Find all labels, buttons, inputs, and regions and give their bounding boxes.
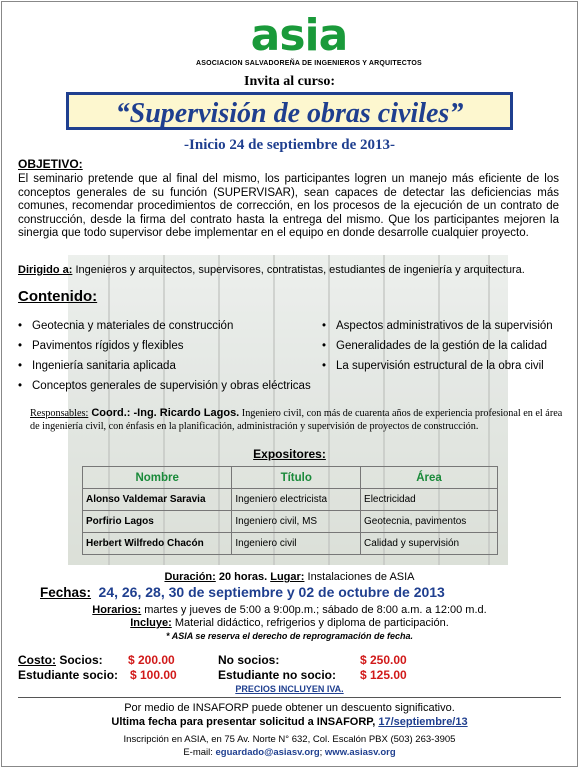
responsables-text: Ingeniero civil, con más de cuarenta años de experiencia profesional en el área de ingeniería civil, con énfasis en la planificación, administración y supervisión de proyectos de construcción.: [30, 408, 563, 432]
no-socios-price: $ 250.00: [360, 653, 407, 667]
insaforp-deadline: [0, 716, 579, 728]
cell-area: Calidad y supervisión: [361, 533, 498, 555]
estudiante-no-socio-price: $ 125.00: [360, 668, 407, 682]
logo-subtitle: ASOCIACION SALVADOREÑA DE INGENIEROS Y ARQUITECTOS: [196, 60, 422, 67]
deadline-date: 17/septiembre/13: [378, 716, 468, 728]
column-header-nombre: Nombre: [83, 467, 232, 489]
dirigido-label: Dirigido a:: [18, 264, 73, 276]
cell-nombre: Herbert Wilfredo Chacón: [83, 533, 232, 555]
cell-area: Electricidad: [361, 489, 498, 511]
responsables-label: Responsables:: [30, 408, 89, 419]
cell-nombre: Porfirio Lagos: [83, 511, 232, 533]
estudiante-socio-price: $ 100.00: [130, 668, 177, 682]
lugar-value: Instalaciones de ASIA: [304, 571, 415, 583]
incluye-label: Incluye:: [130, 617, 172, 629]
horarios-line: [0, 604, 579, 617]
table-row: [83, 533, 498, 555]
objetivo-heading: OBJETIVO:: [18, 157, 83, 171]
contact-separator: ;: [319, 747, 325, 758]
column-header-titulo: Título: [232, 467, 361, 489]
expositores-table: [82, 466, 498, 555]
fechas-label: Fechas:: [40, 585, 92, 600]
list-item: • Aspectos administrativos de la supervisión: [322, 318, 553, 338]
objetivo-text: El seminario pretende que al final del mismo, los participantes logren un manejo más eficiente de los conceptos generales de su función (SUPERVISAR), sean capaces de detectar las deficiencias más comunes, recomendar procedimientos de corrección, en los procesos de la ejecución de un contrato de construcción, desde la firma del contrato hasta la entrega del mismo. Que los participantes mejoren la sinergia que todo supervisor debe implementar en el equipo en donde desarrolle cualquier proyecto.: [18, 173, 559, 240]
horarios-block: [0, 604, 579, 630]
website-link[interactable]: www.asiasv.org: [324, 747, 396, 758]
cell-area: Geotecnia, pavimentos: [361, 511, 498, 533]
cell-titulo: Ingeniero civil: [232, 533, 361, 555]
cell-titulo: Ingeniero civil, MS: [232, 511, 361, 533]
duracion-line: [0, 571, 579, 583]
email-prefix: E-mail:: [183, 747, 216, 758]
horarios-label: Horarios:: [92, 604, 142, 616]
list-item: • La supervisión estructural de la obra civil: [322, 358, 553, 378]
coordinator-name: Coord.: -Ing. Ricardo Lagos.: [88, 407, 240, 419]
asia-logo: [196, 10, 422, 76]
no-socios-label: No socios:: [218, 653, 280, 667]
incluye-value: Material didáctico, refrigerios y diploma de participación.: [171, 617, 449, 629]
socios-price: $ 200.00: [128, 653, 175, 667]
invita-text: Invita al curso:: [244, 74, 335, 89]
divider: [18, 697, 561, 698]
duracion-value: 20 horas.: [215, 571, 271, 583]
contenido-heading: Contenido:: [18, 288, 98, 305]
list-item: • Generalidades de la gestión de la calidad: [322, 338, 553, 358]
table-row: [83, 511, 498, 533]
column-header-area: Área: [361, 467, 498, 489]
expositores-heading: Expositores:: [253, 447, 326, 461]
estudiante-socio-label: Estudiante socio:: [18, 668, 119, 682]
list-item: • Geotecnia y materiales de construcción: [18, 318, 311, 338]
lugar-label: Lugar:: [270, 571, 305, 583]
contenido-list-left: [18, 318, 311, 398]
table-row: [83, 489, 498, 511]
list-item: • Conceptos generales de supervisión y obras eléctricas: [18, 378, 311, 398]
fechas-line: [40, 584, 445, 600]
reprogramacion-note: * ASIA se reserva el derecho de reprogramación de fecha.: [166, 631, 413, 641]
estudiante-no-socio-label: Estudiante no socio:: [218, 668, 337, 682]
cell-nombre: Alonso Valdemar Saravia: [83, 489, 232, 511]
contenido-list-right: [322, 318, 553, 378]
cell-titulo: Ingeniero electricista: [232, 489, 361, 511]
dirigido-line: [18, 264, 563, 276]
costo-socios: [18, 653, 103, 667]
table-header-row: [83, 467, 498, 489]
duracion-label: Duración:: [164, 571, 216, 583]
insaforp-line: Por medio de INSAFORP puede obtener un descuento significativo.: [124, 702, 455, 714]
costo-label: Costo:: [18, 653, 56, 667]
list-item: • Ingeniería sanitaria aplicada: [18, 358, 311, 378]
email-link[interactable]: eguardado@asiasv.org: [215, 747, 320, 758]
course-title: “Supervisión de obras civiles”: [66, 92, 513, 130]
inscripcion-address: Inscripción en ASIA, en 75 Av. Norte N° 632, Col. Escalón PBX (503) 263-3905: [123, 734, 456, 745]
list-item: • Pavimentos rígidos y flexibles: [18, 338, 311, 358]
incluye-line: [0, 617, 579, 630]
horarios-value: martes y jueves de 5:00 a 9:00p.m.; sábado de 8:00 a.m. a 12:00 m.d.: [141, 604, 487, 616]
fechas-value: 24, 26, 28, 30 de septiembre y 02 de octubre de 2013: [98, 584, 445, 600]
deadline-text: Ultima fecha para presentar solicitud a INSAFORP,: [111, 716, 379, 728]
precios-iva-note: PRECIOS INCLUYEN IVA.: [235, 684, 344, 694]
contact-line: [0, 747, 579, 758]
socios-label: Socios:: [56, 653, 103, 667]
start-date: -Inicio 24 de septiembre de 2013-: [184, 137, 395, 153]
logo-word: asia: [250, 10, 348, 61]
responsables-paragraph: [30, 407, 565, 433]
dirigido-text: Ingenieros y arquitectos, supervisores, contratistas, estudiantes de ingeniería y arquitectura.: [72, 264, 525, 276]
